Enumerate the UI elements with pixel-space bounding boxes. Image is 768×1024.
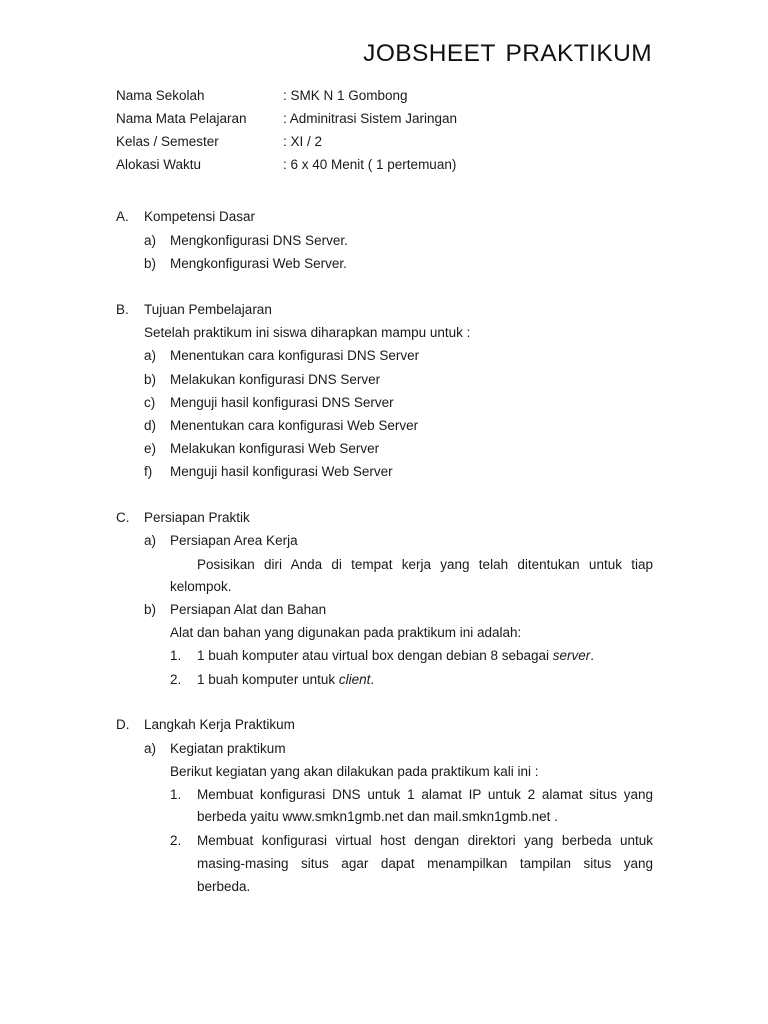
list-marker: e) [144, 441, 157, 456]
list-number: 1. [170, 787, 182, 802]
list-item-line: berbeda yaitu www.smkn1gmb.net dan mail.smkn1gmb.net . [197, 809, 558, 824]
list-item-line: berbeda. [197, 879, 251, 894]
section-letter: B. [116, 302, 129, 317]
info-row [116, 132, 457, 155]
page-title: JOBSHEET PRAKTIKUM [363, 40, 652, 67]
list-marker: a) [144, 533, 157, 548]
info-value: : SMK N 1 Gombong [283, 88, 408, 103]
list-marker: a) [144, 348, 157, 363]
list-item: Melakukan konfigurasi DNS Server [170, 372, 381, 387]
list-item: Mengkonfigurasi Web Server. [170, 256, 347, 271]
list-item: Mengkonfigurasi DNS Server. [170, 233, 348, 248]
list-item: Menguji hasil konfigurasi Web Server [170, 464, 393, 479]
info-label: Alokasi Waktu [116, 157, 202, 172]
list-marker: f) [144, 464, 153, 479]
list-marker: b) [144, 372, 157, 387]
info-row [116, 86, 457, 109]
list-number: 1. [170, 648, 182, 663]
info-label: Nama Sekolah [116, 88, 205, 103]
list-number: 2. [170, 833, 182, 848]
list-marker: a) [144, 233, 157, 248]
section-letter: C. [116, 510, 130, 525]
list-marker: c) [144, 395, 156, 410]
info-row [116, 109, 457, 132]
list-item-line: Membuat konfigurasi DNS untuk 1 alamat IP untuk 2 alamat situs yang [197, 787, 653, 802]
info-label: Kelas / Semester [116, 134, 219, 149]
section-heading: Persiapan Praktik [144, 510, 250, 525]
info-label: Nama Mata Pelajaran [116, 111, 247, 126]
list-item: 1 buah komputer untuk client. [197, 672, 375, 687]
list-item-line: masing-masing situs agar dapat menampilkan tampilan situs yang [197, 856, 653, 871]
info-row [116, 155, 457, 178]
paragraph-line: kelompok. [170, 579, 232, 594]
list-item: Menentukan cara konfigurasi DNS Server [170, 348, 420, 363]
info-value: : 6 x 40 Menit ( 1 pertemuan) [283, 157, 457, 172]
list-marker: d) [144, 418, 157, 433]
section-heading: Langkah Kerja Praktikum [144, 717, 295, 732]
section-letter: A. [116, 209, 129, 224]
list-marker: a) [144, 741, 157, 756]
subsection-title: Persiapan Alat dan Bahan [170, 602, 327, 617]
list-number: 2. [170, 672, 182, 687]
list-item: Menguji hasil konfigurasi DNS Server [170, 395, 394, 410]
list-item: 1 buah komputer atau virtual box dengan debian 8 sebagai server. [197, 648, 595, 663]
info-table [116, 86, 457, 178]
section-intro: Setelah praktikum ini siswa diharapkan mampu untuk : [144, 325, 471, 340]
subsection-intro: Berikut kegiatan yang akan dilakukan pada praktikum kali ini : [170, 764, 539, 779]
subsection-title: Persiapan Area Kerja [170, 533, 298, 548]
list-marker: b) [144, 256, 157, 271]
list-item: Melakukan konfigurasi Web Server [170, 441, 380, 456]
section-heading: Kompetensi Dasar [144, 209, 256, 224]
section-heading: Tujuan Pembelajaran [144, 302, 272, 317]
list-item: Menentukan cara konfigurasi Web Server [170, 418, 419, 433]
info-value: : Adminitrasi Sistem Jaringan [283, 111, 458, 126]
paragraph-line: Posisikan diri Anda di tempat kerja yang telah ditentukan untuk tiap [197, 557, 653, 572]
subsection-intro: Alat dan bahan yang digunakan pada praktikum ini adalah: [170, 625, 522, 640]
list-marker: b) [144, 602, 157, 617]
list-item-line: Membuat konfigurasi virtual host dengan direktori yang berbeda untuk [197, 833, 653, 848]
section-letter: D. [116, 717, 130, 732]
info-value: : XI / 2 [283, 134, 323, 149]
subsection-title: Kegiatan praktikum [170, 741, 286, 756]
